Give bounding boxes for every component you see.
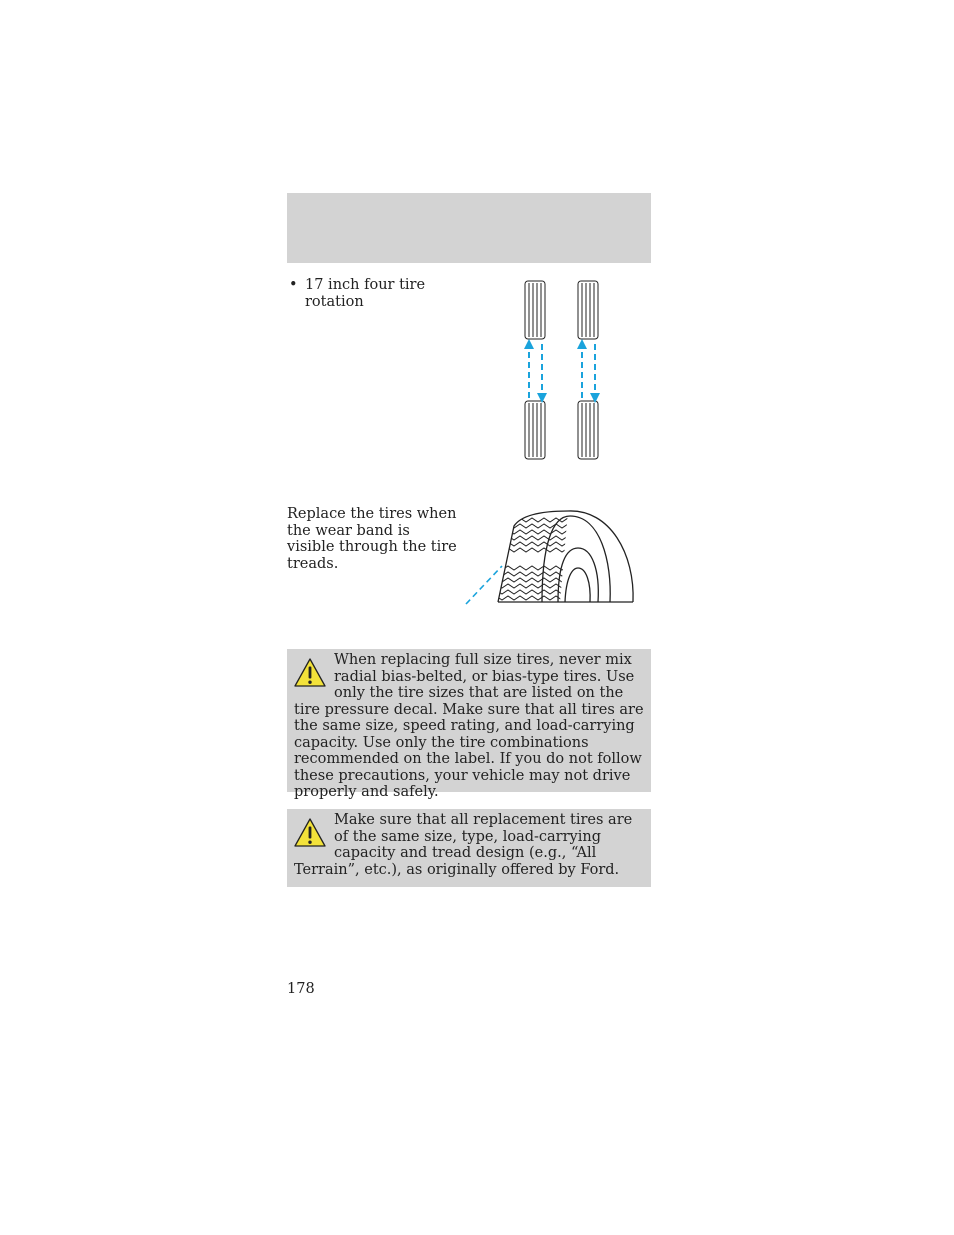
warning-box-replacement-tires bbox=[287, 809, 651, 887]
warning-box-tire-mix bbox=[287, 649, 651, 800]
tire-tread-pattern bbox=[490, 518, 574, 600]
wear-band-pointer-arrow bbox=[466, 566, 502, 604]
warning-text: When replacing full size tires, never mix radial bias-belted, or bias-type tires. Use only the tire sizes that are listed on the tire pressure decal. Make sure that all tires are the same size, speed rating, and load-carrying capacity. Use only the tire combinations recommended on the label. If you do not follow these precautions, your vehicle may not drive properly and safely. bbox=[294, 652, 644, 800]
wear-band-text: Replace the tires when the wear band is visible through the tire treads. bbox=[287, 506, 457, 572]
warning-triangle-icon bbox=[294, 657, 326, 689]
bullet-symbol: • bbox=[289, 277, 298, 293]
warning-triangle-icon bbox=[294, 817, 326, 849]
section-header-band bbox=[287, 193, 651, 263]
tire-rotation-diagram bbox=[515, 276, 610, 466]
tire-front-right-icon bbox=[578, 281, 598, 339]
page-number: 178 bbox=[287, 981, 315, 997]
rotation-bullet-text: 17 inch four tire rotation bbox=[305, 277, 426, 310]
tire-wear-band-illustration bbox=[460, 506, 640, 608]
warning-text: Make sure that all replacement tires are of the same size, type, load-carrying capacity and tread design (e.g., “All Terrain”, etc.), as originally offered by Ford. bbox=[294, 812, 633, 878]
rotation-bullet-item bbox=[289, 277, 469, 310]
tire-front-left-icon bbox=[525, 281, 545, 339]
rotation-arrows bbox=[529, 344, 595, 398]
tire-rear-right-icon bbox=[578, 401, 598, 459]
tire-rear-left-icon bbox=[525, 401, 545, 459]
